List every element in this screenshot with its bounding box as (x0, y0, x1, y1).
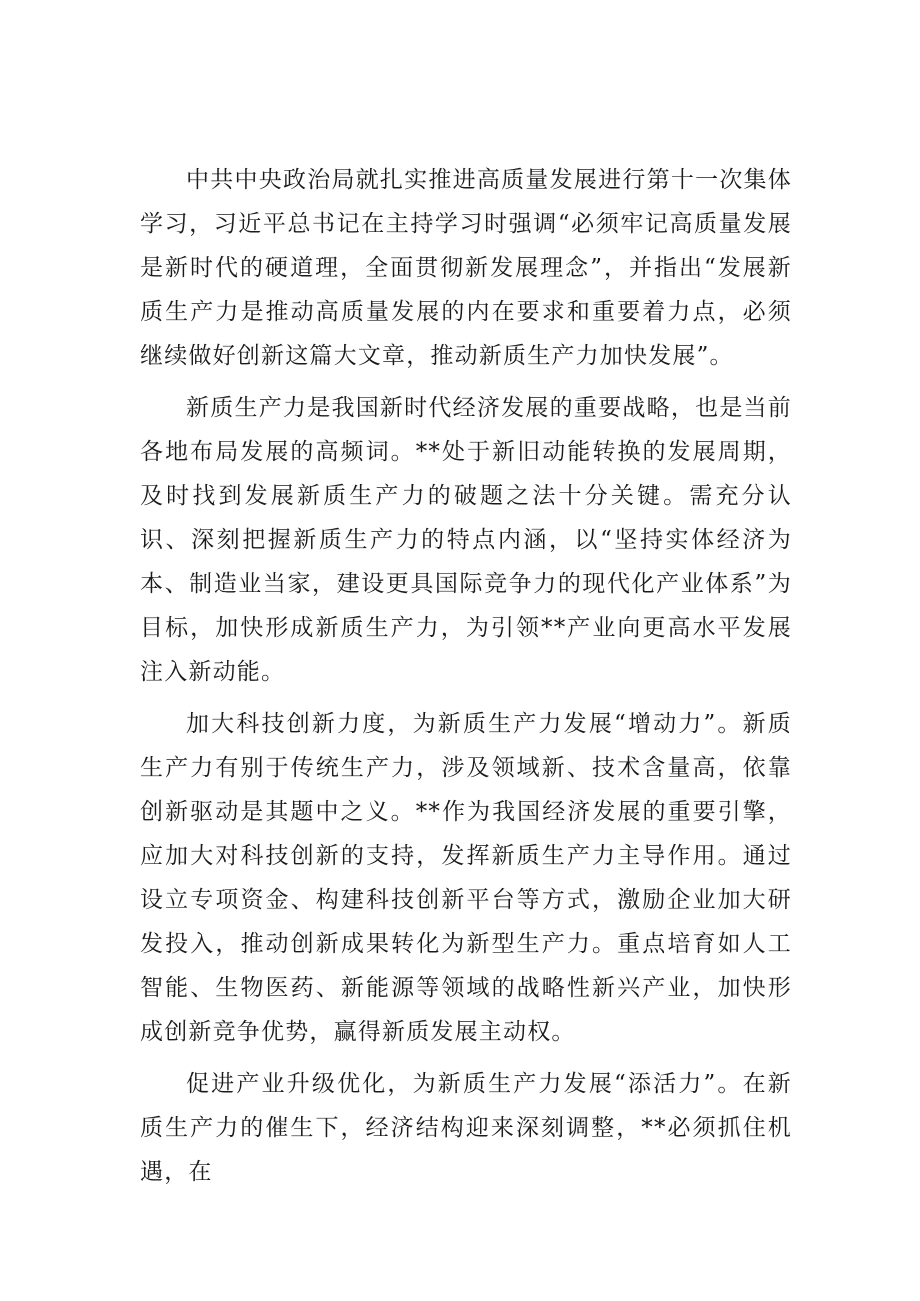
paragraph-3: 加大科技创新力度，为新质生产力发展“增动力”。新质生产力有别于传统生产力，涉及领域新、技术含量高，依靠创新驱动是其题中之义。**作为我国经济发展的重要引擎，应加大对科技创新的支持，发挥新质生产力主导作用。通过设立专项资金、构建科技创新平台等方式，激励企业加大研发投入，推动创新成果转化为新型生产力。重点培育如人工智能、生物医药、新能源等领域的战略性新兴产业，加快形成创新竞争优势，赢得新质发展主动权。 (140, 711, 792, 1045)
paragraph-4: 促进产业升级优化，为新质生产力发展“添活力”。在新质生产力的催生下，经济结构迎来深刻调整，**必须抓住机遇，在 (140, 1071, 792, 1185)
paragraph-2: 新质生产力是我国新时代经济发展的重要战略，也是当前各地布局发展的高频词。**处于新旧动能转换的发展周期，及时找到发展新质生产力的破题之法十分关键。需充分认识、深刻把握新质生产力的特点内涵，以“坚持实体经济为本、制造业当家，建设更具国际竞争力的现代化产业体系”为目标，加快形成新质生产力，为引领**产业向更高水平发展注入新动能。 (140, 395, 792, 685)
document-body (140, 158, 792, 1202)
paragraph-1: 中共中央政治局就扎实推进高质量发展进行第十一次集体学习，习近平总书记在主持学习时强调“必须牢记高质量发展是新时代的硬道理，全面贯彻新发展理念”，并指出“发展新质生产力是推动高质量发展的内在要求和重要着力点，必须继续做好创新这篇大文章，推动新质生产力加快发展”。 (140, 167, 792, 369)
